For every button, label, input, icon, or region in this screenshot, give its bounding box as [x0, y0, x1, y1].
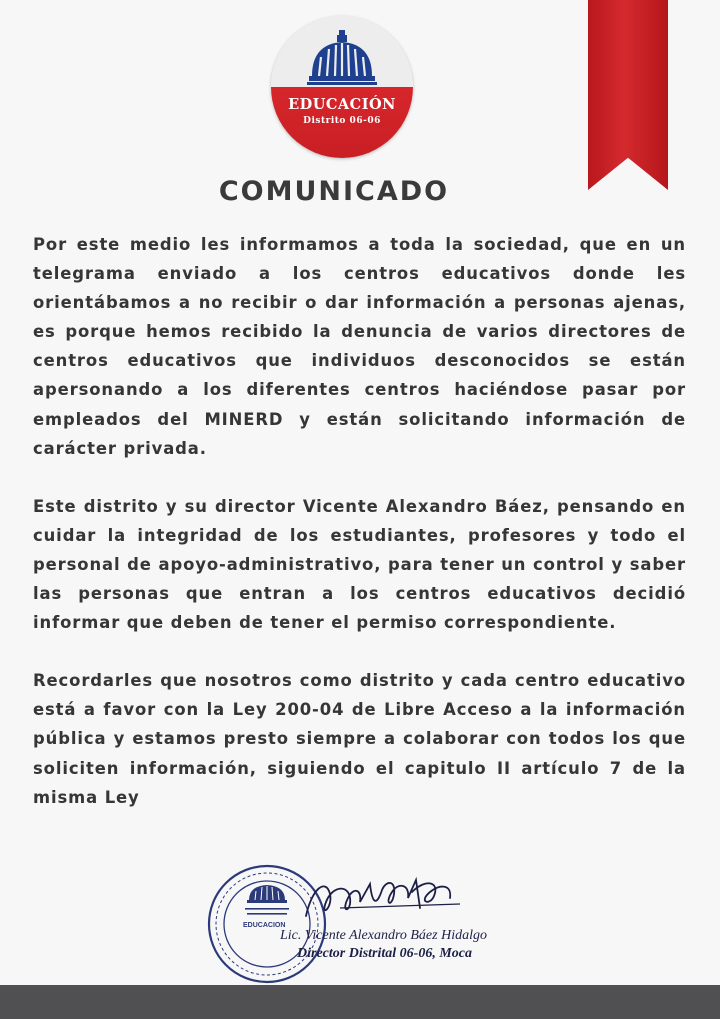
- paragraph-2: Este distrito y su director Vicente Alexandro Báez, pensando en cuidar la integridad de los estudiantes, profesores y todo el personal de apoyo-administrativo, para tener un control y saber las personas que entran a los centros educativos decidió informar que deben de tener el permiso correspondiente.: [33, 496, 686, 633]
- stamp-label: EDUCACION: [243, 922, 286, 929]
- dome-icon: [307, 30, 377, 92]
- logo-name: EDUCACIÓN: [288, 96, 396, 113]
- signature-block: [205, 862, 525, 982]
- paragraph-1: Por este medio les informamos a toda la sociedad, que en un telegrama enviado a los centros educativos donde les orientábamos a no recibir o dar información a personas ajenas, es porque hemos recibido la denuncia de varios directores de centros educativos que individuos desconocidos se están apersonando a los diferentes centros haciéndose pasar por empleados del MINERD y están solicitando información de carácter privada.: [33, 235, 686, 458]
- paragraph-3: Recordarles que nosotros como distrito y cada centro educativo está a favor con la Ley 200-04 de Libre Acceso a la información pública y estamos presto siempre a colaborar con todos los que soliciten información, siguiendo el capitulo II artículo 7 de la misma Ley: [33, 671, 686, 807]
- signatory-name: Lic. Vicente Alexandro Báez Hidalgo: [280, 928, 487, 943]
- education-district-logo: [271, 16, 413, 158]
- communique-body: [33, 230, 686, 812]
- logo-subtitle: Distrito 06-06: [303, 116, 381, 126]
- red-ribbon-bookmark: [588, 0, 668, 190]
- signatory-role: Director Distrital 06-06, Moca: [297, 946, 472, 961]
- footer-bar: [0, 985, 720, 1019]
- page-title: COMUNICADO: [218, 176, 450, 207]
- handwritten-signature: [300, 868, 470, 928]
